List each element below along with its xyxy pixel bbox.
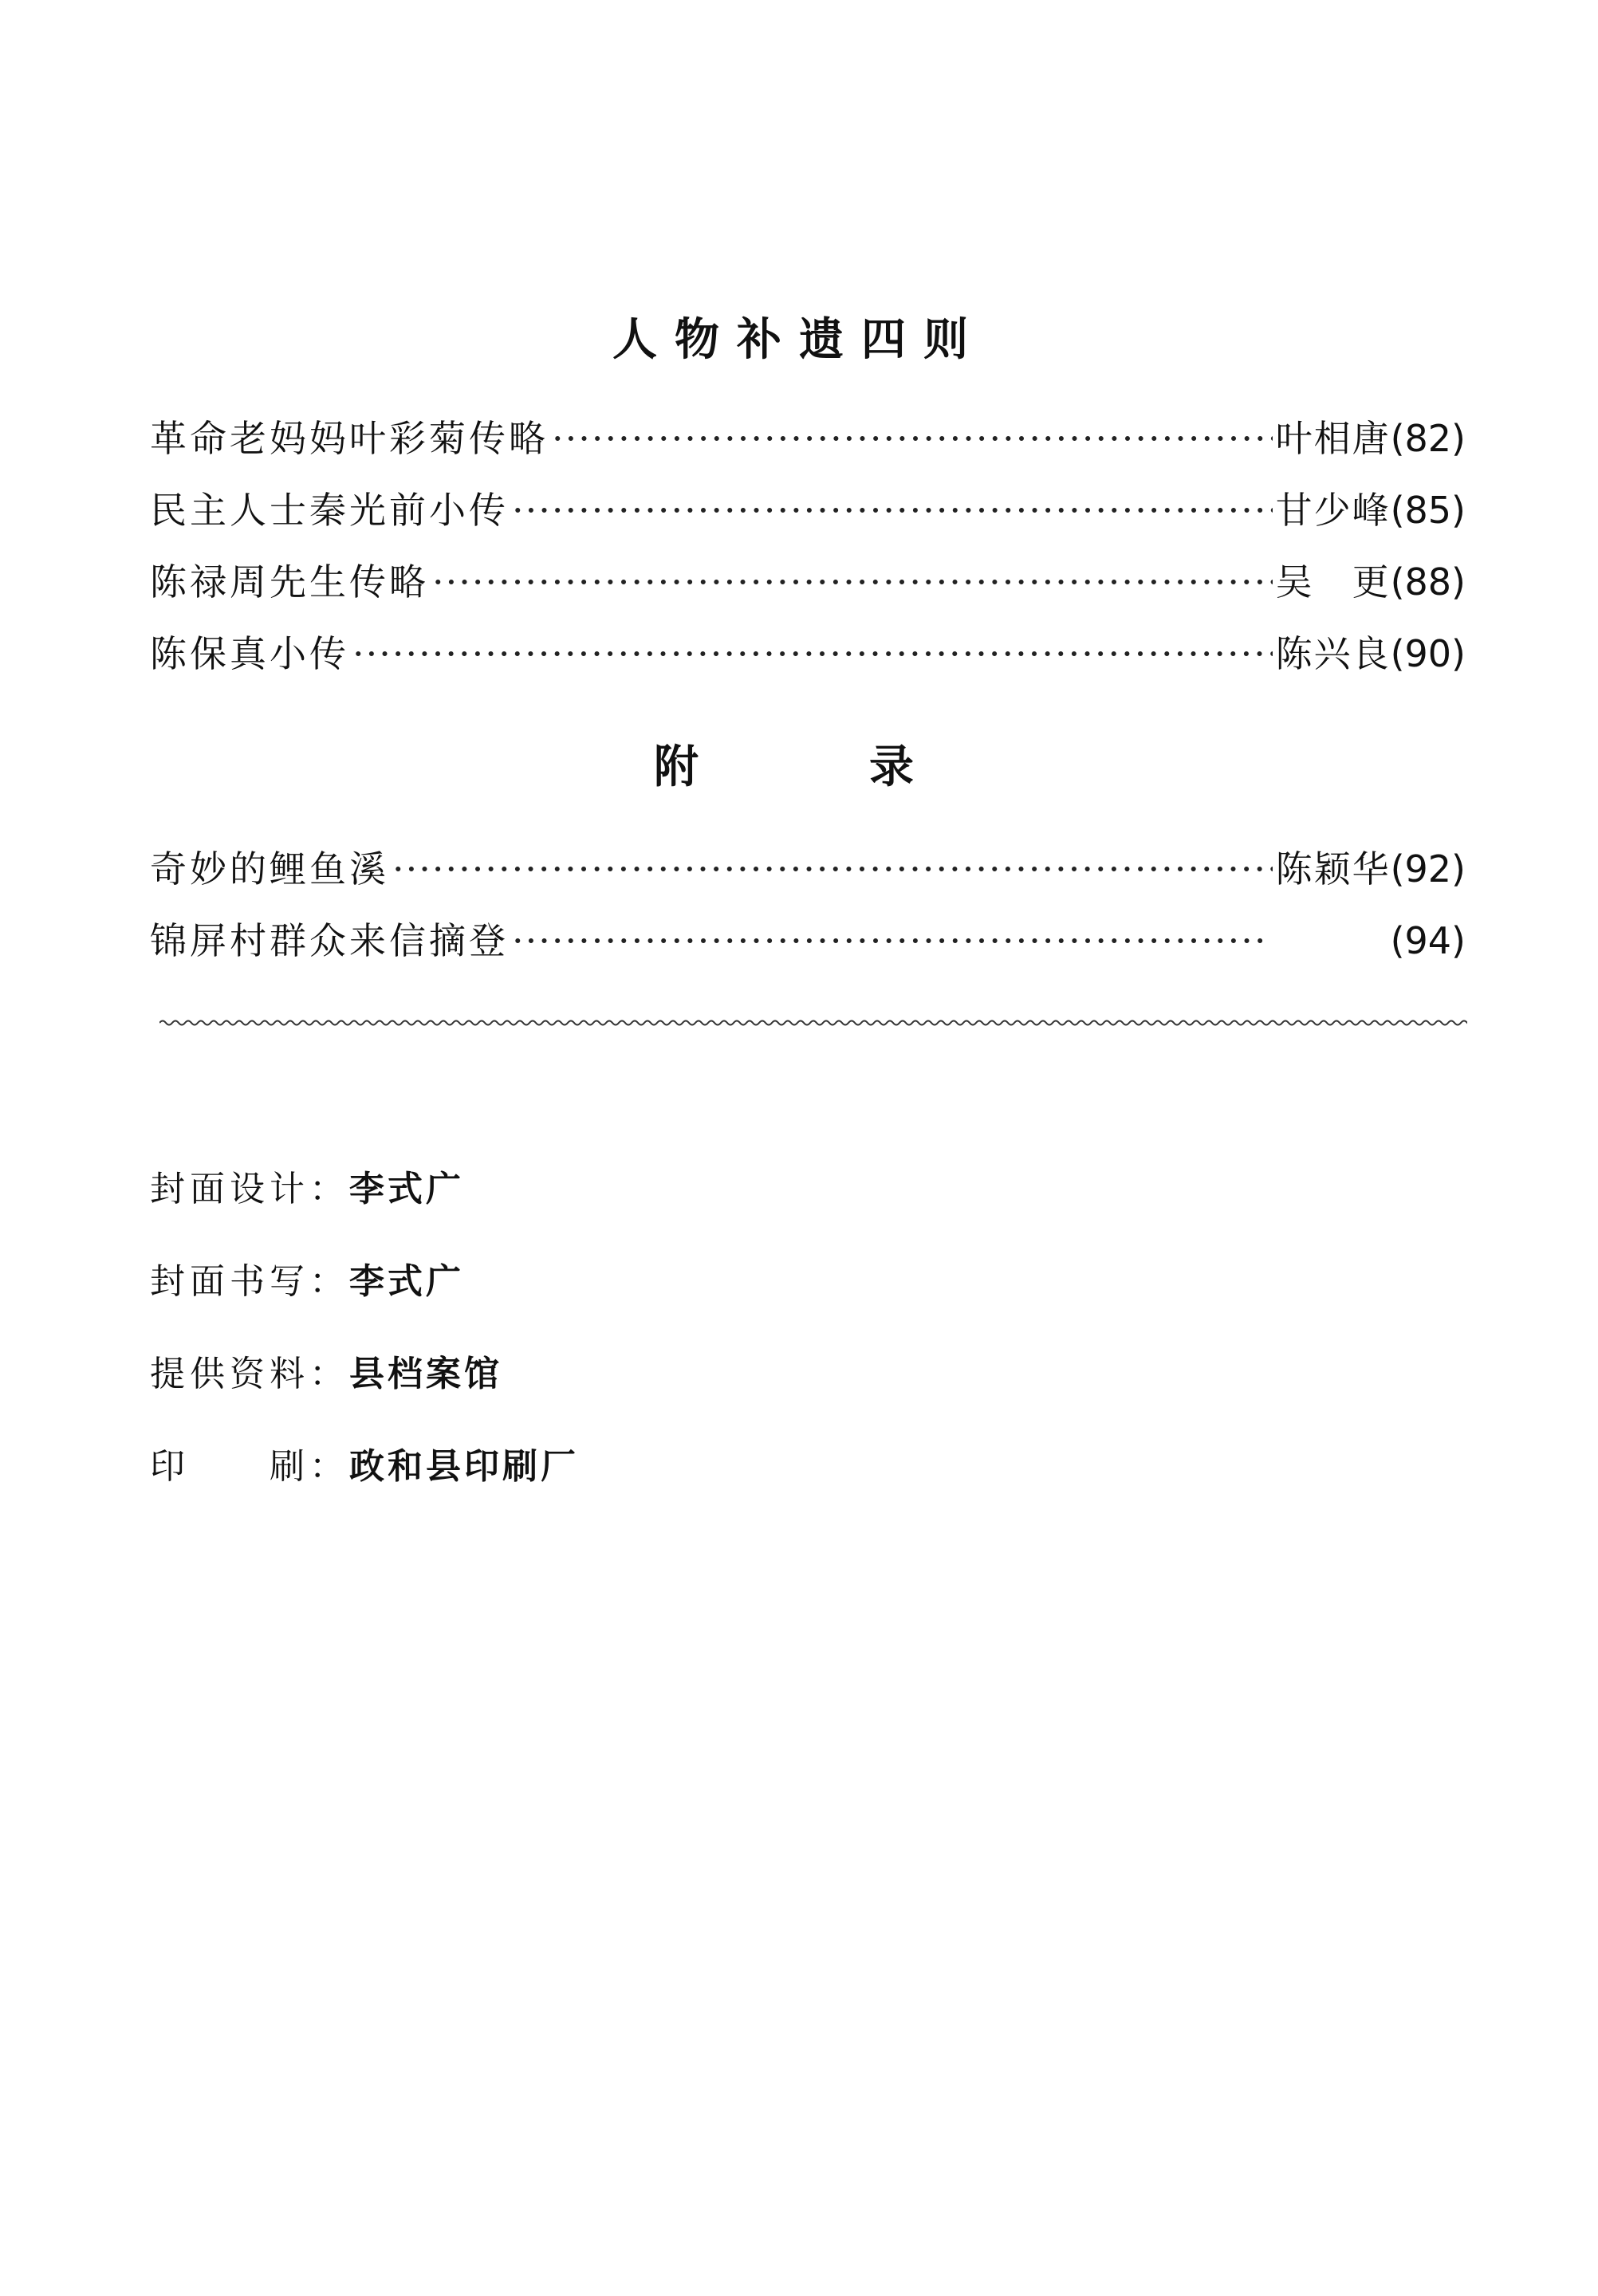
toc-entry[interactable]: [150, 558, 1466, 606]
credit-printer: [150, 1443, 579, 1491]
toc-entry-page: (88): [1390, 560, 1466, 603]
toc-entry[interactable]: [150, 486, 1466, 534]
toc-entry-page: (85): [1390, 489, 1466, 532]
section-title-supplement: 人物补遗四则: [612, 314, 986, 366]
toc-entry[interactable]: [150, 415, 1466, 462]
toc-entry-page: (92): [1390, 847, 1466, 890]
appendix-title-char-2: 录: [869, 741, 914, 793]
credit-cover-design: [150, 1166, 464, 1213]
credit-label: 印 刷：: [150, 1446, 349, 1487]
toc-entry-title: 革命老妈妈叶彩菊传略: [150, 417, 549, 460]
toc-entry[interactable]: [150, 917, 1466, 965]
credit-cover-calligraphy: [150, 1258, 464, 1306]
dot-leader: [512, 486, 1273, 534]
credit-label: 提供资料：: [150, 1354, 349, 1394]
toc-entry-author: 吴 更: [1275, 560, 1391, 603]
toc-entry-title: 陈禄周先生传略: [150, 560, 429, 603]
toc-entry-author: 陈颖华: [1275, 847, 1391, 890]
toc-entry[interactable]: [150, 630, 1466, 678]
toc-entry-author: 甘少峰: [1275, 489, 1391, 532]
credit-value: 李式广: [349, 1169, 464, 1209]
credit-label: 封面书写：: [150, 1261, 349, 1302]
toc-entry-title: 奇妙的鲤鱼溪: [150, 847, 389, 890]
dot-leader: [432, 558, 1273, 606]
toc-entry-title: 民主人士秦光前小传: [150, 489, 509, 532]
appendix-title-char-1: 附: [654, 741, 699, 793]
dot-leader: [552, 415, 1273, 462]
dot-leader: [352, 630, 1273, 678]
credit-materials: [150, 1350, 502, 1398]
toc-entry-author: 陈兴良: [1275, 632, 1391, 675]
toc-entry[interactable]: [150, 845, 1466, 893]
wavy-divider: [159, 1016, 1467, 1029]
toc-entry-page: (94): [1390, 919, 1466, 962]
credit-label: 封面设计：: [150, 1169, 349, 1209]
dot-leader: [392, 845, 1273, 893]
toc-entry-title: 锦屏村群众来信摘登: [150, 919, 509, 962]
dot-leader: [512, 917, 1269, 965]
toc-entry-page: (82): [1390, 417, 1466, 460]
toc-entry-title: 陈保真小传: [150, 632, 349, 675]
credit-value: 县档案馆: [349, 1354, 502, 1394]
credit-value: 政和县印刷厂: [349, 1446, 579, 1487]
toc-entry-page: (90): [1390, 632, 1466, 675]
credit-value: 李式广: [349, 1261, 464, 1302]
toc-entry-author: 叶相唐: [1275, 417, 1391, 460]
